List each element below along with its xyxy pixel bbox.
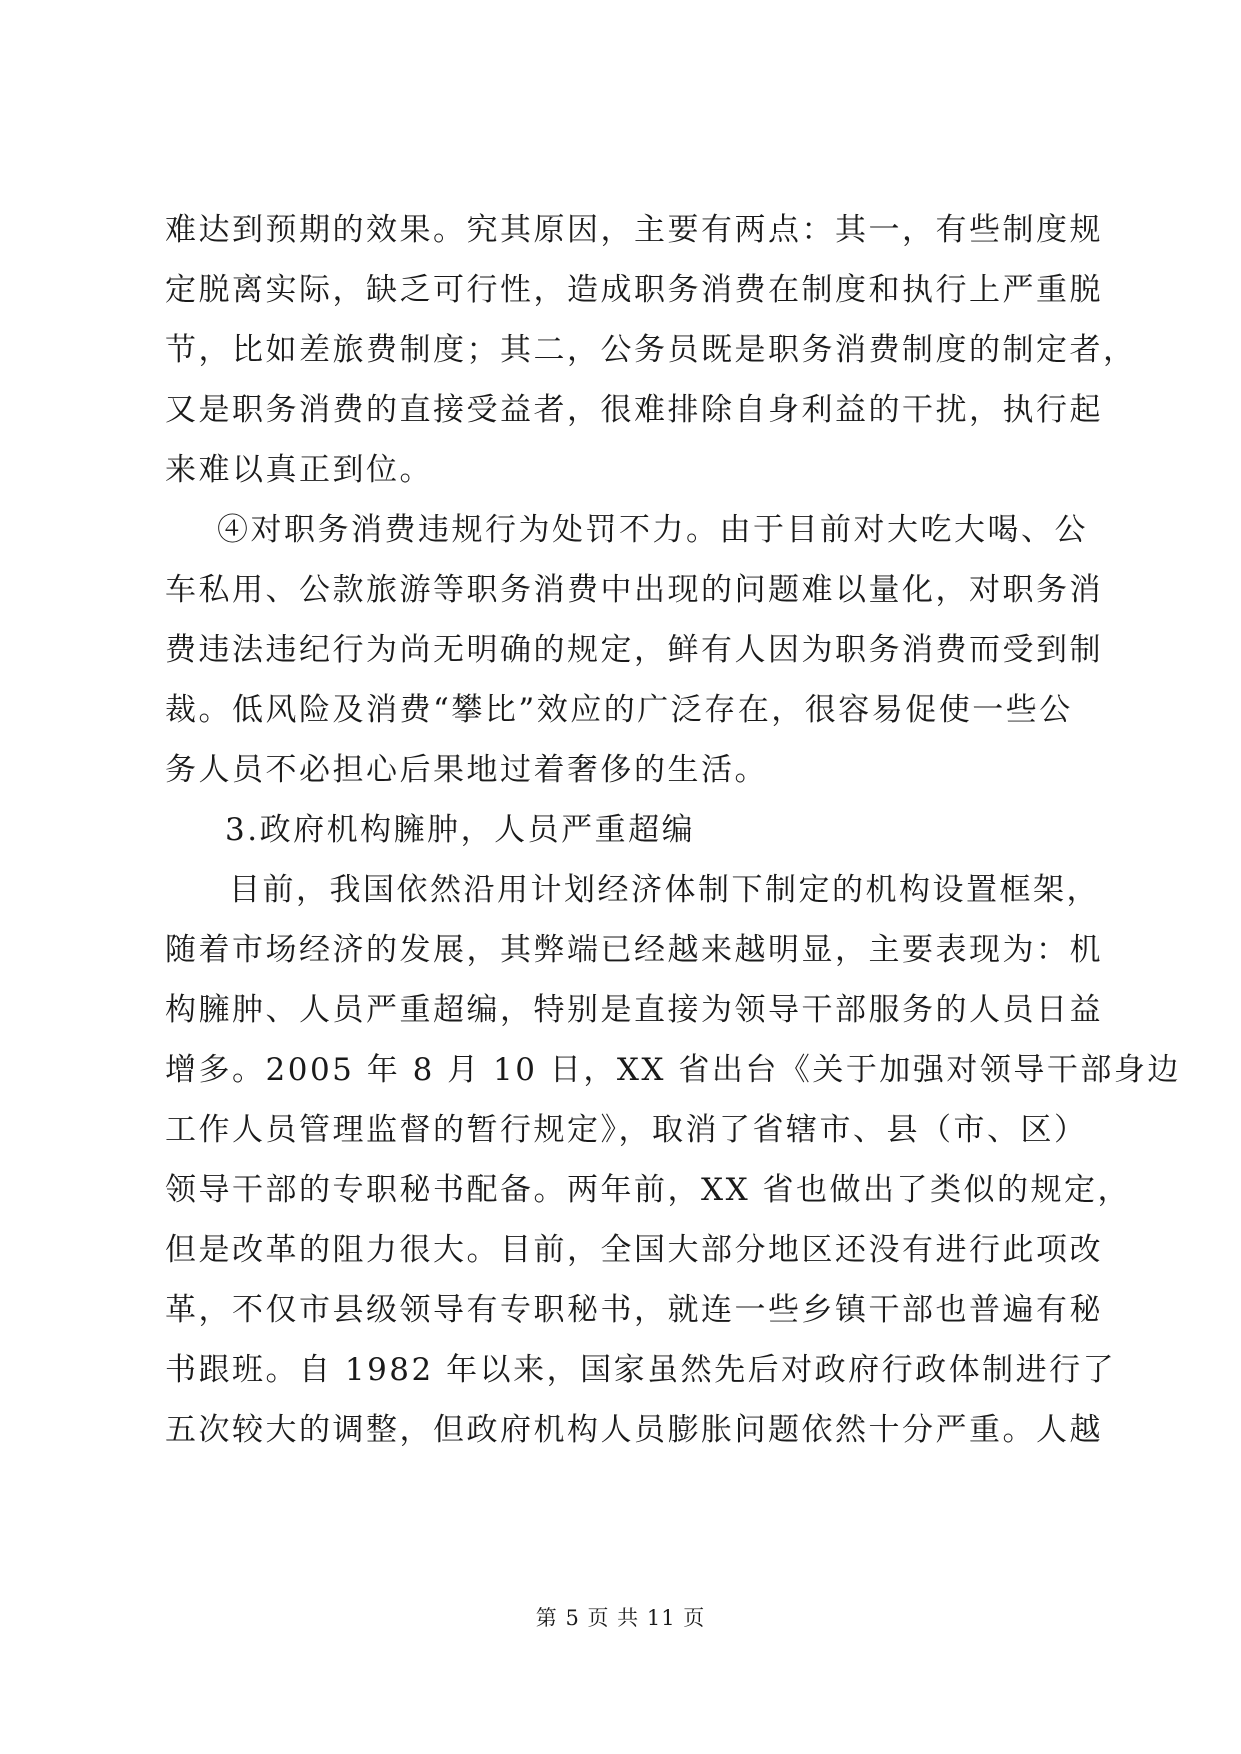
text-line: 来难以真正到位。 xyxy=(165,452,433,488)
text-line: 目前，我国依然沿用计划经济体制下制定的机构设置框架， xyxy=(229,872,1100,908)
text-line: 领导干部的专职秘书配备。两年前，XX 省也做出了类似的规定， xyxy=(165,1172,1131,1208)
text-line: 裁。低风险及消费“攀比”效应的广泛存在，很容易促使一些公 xyxy=(165,692,1073,728)
text-line: 定脱离实际，缺乏可行性，造成职务消费在制度和执行上严重脱 xyxy=(165,272,1103,308)
text-line: 节，比如差旅费制度；其二，公务员既是职务消费制度的制定者， xyxy=(165,332,1137,368)
text-line: 构臃肿、人员严重超编，特别是直接为领导干部服务的人员日益 xyxy=(165,992,1103,1028)
text-line: 但是改革的阻力很大。目前，全国大部分地区还没有进行此项改 xyxy=(165,1232,1103,1268)
text-line: 书跟班。自 1982 年以来，国家虽然先后对政府行政体制进行了 xyxy=(165,1352,1117,1388)
text-line: 难达到预期的效果。究其原因，主要有两点：其一，有些制度规 xyxy=(165,212,1103,248)
text-line: 务人员不必担心后果地过着奢侈的生活。 xyxy=(165,752,768,788)
section-heading: 3.政府机构臃肿，人员严重超编 xyxy=(225,812,696,848)
text-line: 随着市场经济的发展，其弊端已经越来越明显，主要表现为：机 xyxy=(165,932,1103,968)
text-line: 工作人员管理监督的暂行规定》，取消了省辖市、县（市、区） xyxy=(165,1112,1088,1148)
body-text xyxy=(165,200,1181,1460)
text-line: ④对职务消费违规行为处罚不力。由于目前对大吃大喝、公 xyxy=(217,512,1088,548)
text-line: 车私用、公款旅游等职务消费中出现的问题难以量化，对职务消 xyxy=(165,572,1103,608)
text-line: 五次较大的调整，但政府机构人员膨胀问题依然十分严重。人越 xyxy=(165,1412,1103,1448)
text-line: 增多。2005 年 8 月 10 日，XX 省出台《关于加强对领导干部身边 xyxy=(165,1052,1181,1088)
page-number-footer: 第 5 页 共 11 页 xyxy=(535,1606,706,1630)
text-line: 革，不仅市县级领导有专职秘书，就连一些乡镇干部也普遍有秘 xyxy=(165,1292,1103,1328)
text-line: 费违法违纪行为尚无明确的规定，鲜有人因为职务消费而受到制 xyxy=(165,632,1103,668)
text-line: 又是职务消费的直接受益者，很难排除自身利益的干扰，执行起 xyxy=(165,392,1103,428)
